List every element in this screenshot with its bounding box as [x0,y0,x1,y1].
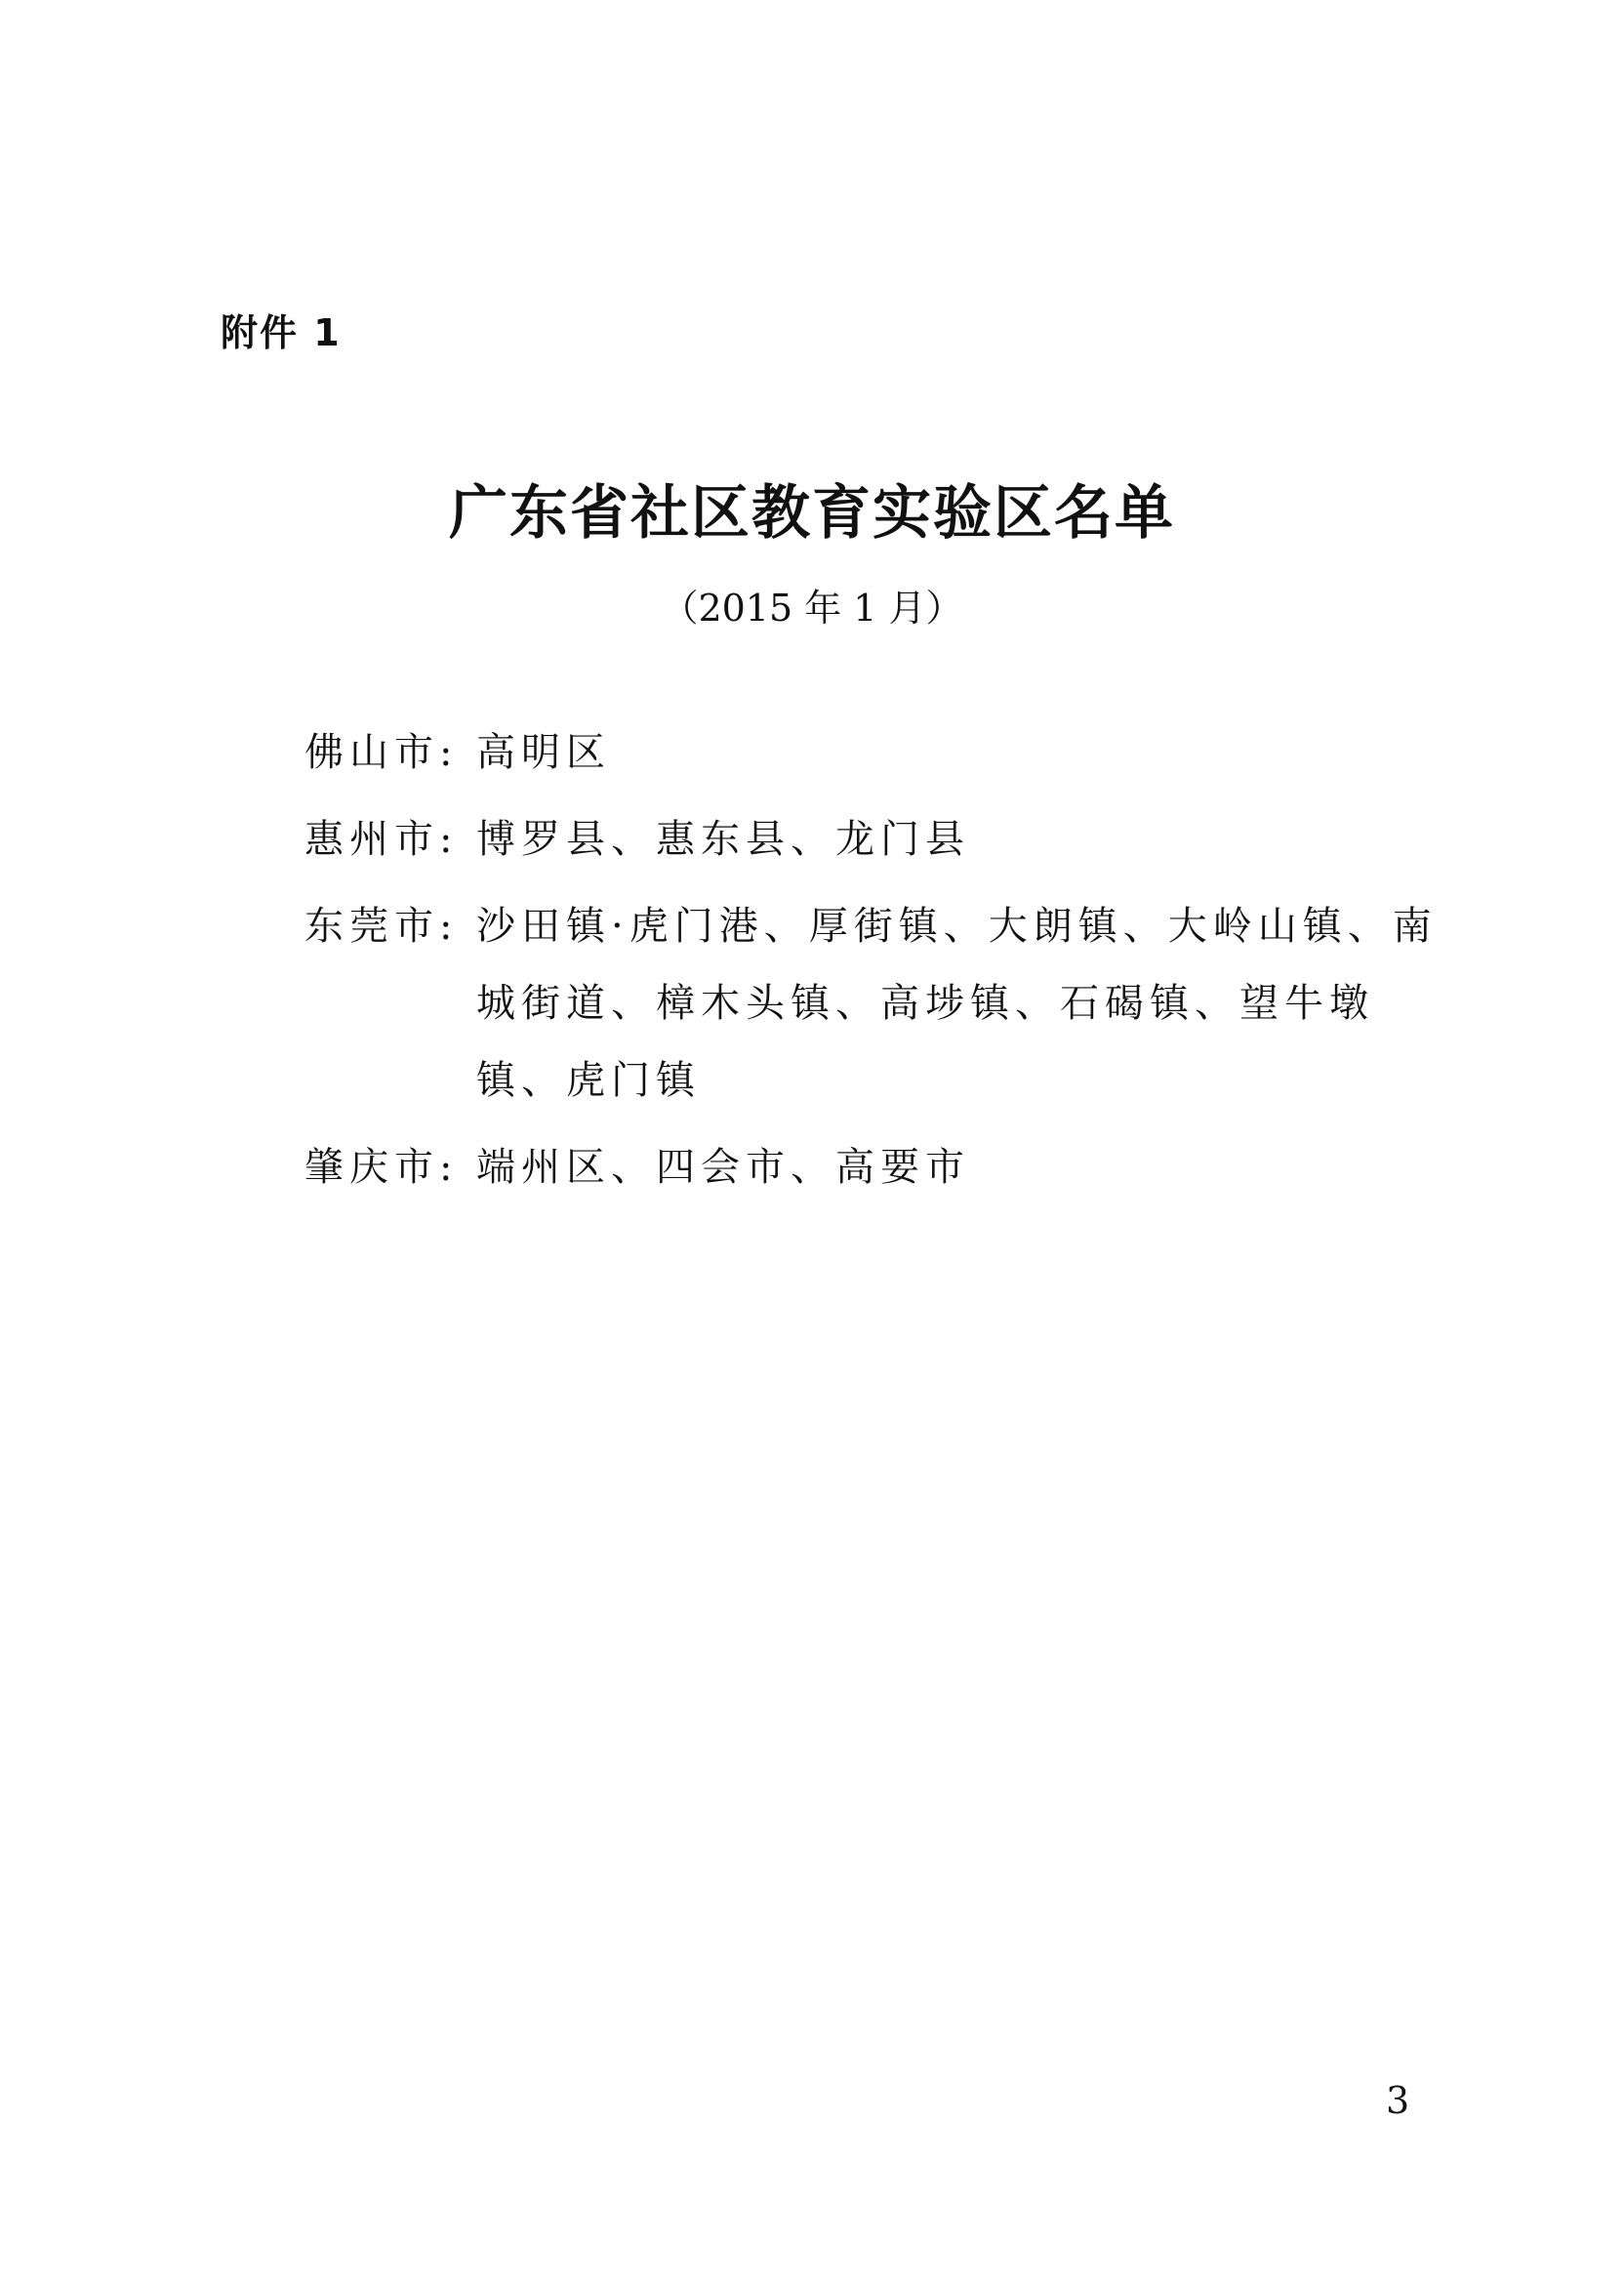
region-list [304,724,1476,1226]
page-number: 3 [1386,2079,1410,2122]
city-label: 惠州市: [304,817,459,862]
document-title: 广东省社区教育实验区名单 [449,479,1175,548]
city-label: 东莞市: [304,904,459,949]
region-row-foshan [304,724,1476,792]
city-items: 博罗县、惠东县、龙门县 [476,817,970,862]
city-label: 佛山市: [304,730,459,775]
city-items: 沙田镇·虎门港、厚街镇、大朗镇、大岭山镇、南城街道、樟木头镇、高埗镇、石碣镇、望牛墩镇、虎门镇 [476,904,1438,1103]
city-items: 高明区 [476,730,611,775]
document-date: （2015 年 1 月） [661,587,963,630]
city-items: 端州区、四会市、高要市 [476,1145,970,1190]
region-row-huizhou [304,811,1476,878]
region-row-dongguan [304,898,1476,1120]
attachment-label: 附件 1 [221,311,342,354]
region-row-zhaoqing [304,1139,1476,1206]
city-label: 肇庆市: [304,1145,459,1190]
